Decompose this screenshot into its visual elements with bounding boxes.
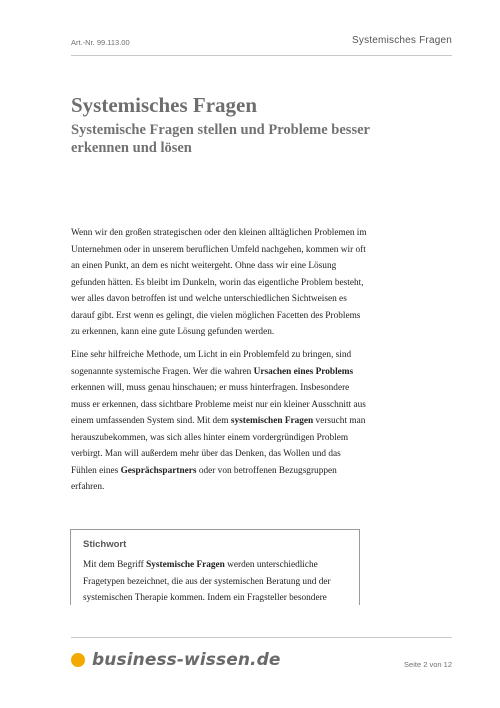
bold-term-ursachen: Ursachen eines Problems (253, 366, 354, 377)
bold-term-systemische-fragen: Systemische Fragen (146, 560, 225, 570)
text-segment: oder von betroffenen Bezugsgruppen erfahren. (71, 465, 337, 492)
page-number: Seite 2 von 12 (404, 660, 452, 669)
logo-dot-icon (71, 653, 85, 667)
bold-term-gespraechspartner: Gesprächspartners (120, 465, 197, 476)
footer-divider (71, 637, 452, 638)
stichwort-title: Stichwort (83, 539, 127, 550)
page-subtitle: Systemische Fragen stellen und Probleme besser erkennen und lösen (71, 122, 370, 156)
logo-text: business-wissen.de (92, 650, 281, 670)
paragraph-intro: Wenn wir den großen strategischen oder den kleinen alltäglichen Problemen im Unternehmen oder in unserem beruflichen Umfeld nachgehen, kommen wir oft an einen Punkt, an dem es nicht weitergeht. Ohne dass wir eine Lösung gefunden hätten. Es bleibt im Dunkeln, worin das eigentliche Problem besteht, wer alles davon betroffen ist und welche unterschiedlichen Sichtweisen es darauf gibt. Erst wenn es gelingt, die vielen möglichen Facetten des Problems zu erkennen, kann eine gute Lösung gefunden werden. (71, 228, 367, 337)
text-segment: werden unterschiedliche Fragetypen bezeichnet, die aus der systemischen Beratung und der systemischen Therapie kommen. Indem ein Fragsteller besondere (83, 560, 331, 603)
footer-logo (71, 650, 281, 670)
stichwort-text (83, 557, 353, 605)
text-segment: Eine sehr hilfreiche Methode, um Licht in ein Problemfeld zu bringen, sind sogenannte systemische Fragen. Wer die wahren (71, 350, 352, 377)
text-segment: Mit dem Begriff (83, 560, 147, 570)
text-segment: erkennen will, muss genau hinschauen; er muss hinterfragen. Insbesondere muss er erkennen, dass sichtbare Probleme meist nur ein kleiner Ausschnitt aus einem umfassenden System sind. Mit dem (71, 383, 366, 426)
header-running-title: Systemisches Fragen (352, 35, 452, 46)
page-title: Systemisches Fragen (71, 93, 258, 117)
bold-term-systemisches-fragen: systemischen Fragen (230, 416, 314, 426)
body-text (71, 225, 367, 502)
header-divider (71, 55, 452, 56)
header-article-number: Art.-Nr. 99.113.00 (71, 38, 130, 47)
text-segment: versucht man herauszubekommen, was sich alles hinter einem vordergründigen Problem verbirgt. Man will außerdem mehr über das Denken, das Wollen und das Fühlen eines (71, 416, 366, 476)
paragraph-method (71, 347, 367, 496)
stichwort-box (70, 529, 360, 605)
